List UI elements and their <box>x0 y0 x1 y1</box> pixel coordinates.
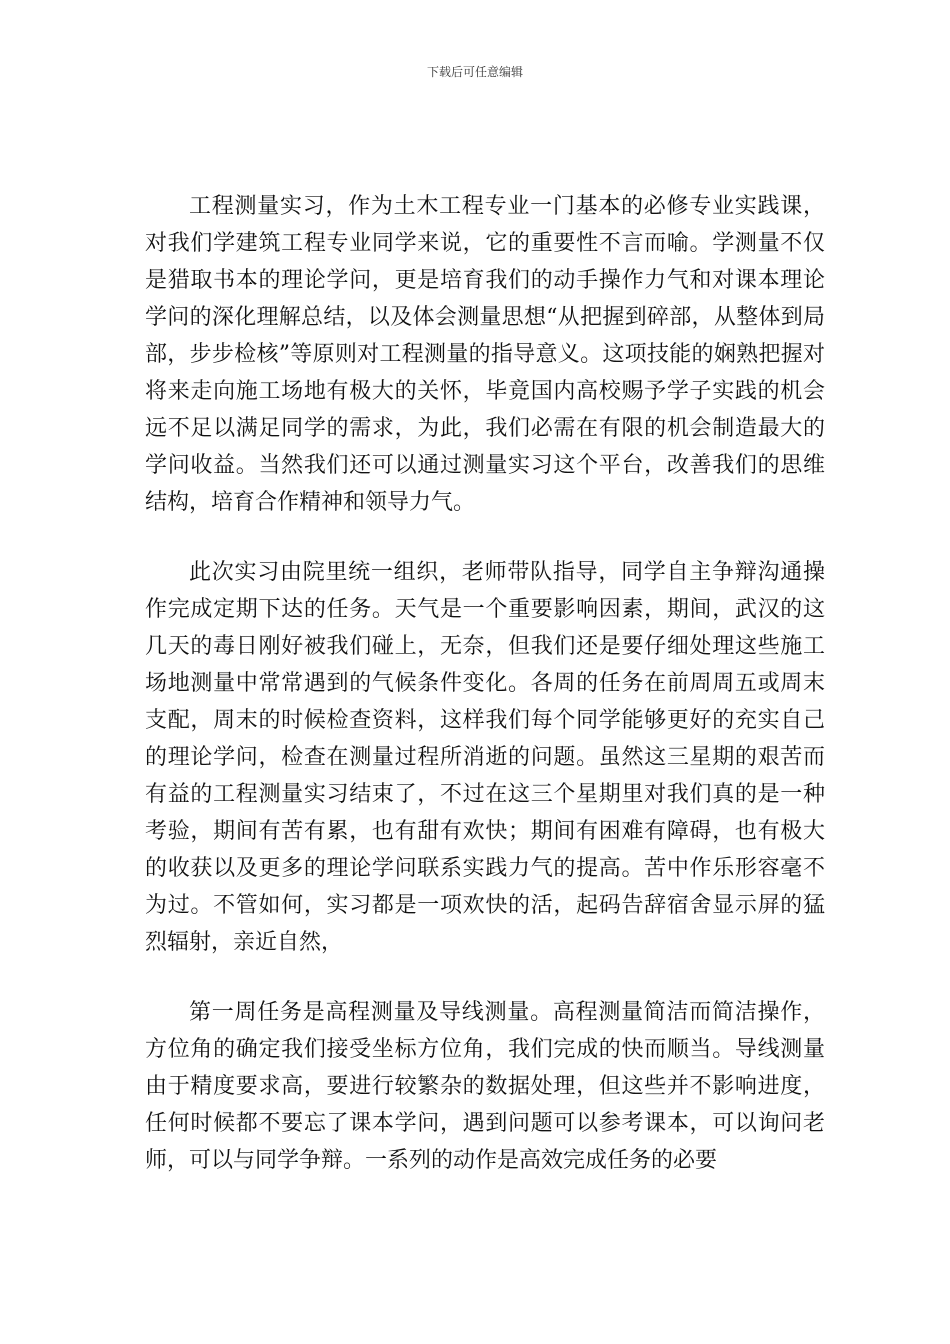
paragraph-1: 工程测量实习，作为土木工程专业一门基本的必修专业实践课，对我们学建筑工程专业同学来说，它的重要性不言而喻。学测量不仅是猎取书本的理论学问，更是培育我们的动手操作力气和对课本理论学问的深化理解总结，以及体会测量思想“从把握到碎部，从整体到局部，步步检核”等原则对工程测量的指导意义。这项技能的娴熟把握对将来走向施工场地有极大的关怀，毕竟国内高校赐予学子实践的机会远不足以满足同学的需求，为此，我们必需在有限的机会制造最大的学问收益。当然我们还可以通过测量实习这个平台，改善我们的思维结构，培育合作精神和领导力气。 <box>145 194 825 515</box>
paragraph-2: 此次实习由院里统一组织，老师带队指导，同学自主争辩沟通操作完成定期下达的任务。天气是一个重要影响因素，期间，武汉的这几天的毒日刚好被我们碰上，无奈，但我们还是要仔细处理这些施工场地测量中常常遇到的气候条件变化。各周的任务在前周周五或周末支配，周末的时候检查资料，这样我们每个同学能够更好的充实自己的理论学问，检查在测量过程所消逝的问题。虽然这三星期的艰苦而有益的工程测量实习结束了，不过在这三个星期里对我们真的是一种考验，期间有苦有累，也有甜有欢快；期间有困难有障碍，也有极大的收获以及更多的理论学问联系实践力气的提高。苦中作乐形容毫不为过。不管如何，实习都是一项欢快的活，起码告辞宿舍显示屏的猛烈辐射，亲近自然， <box>145 560 825 955</box>
paragraph-3: 第一周任务是高程测量及导线测量。高程测量简洁而简洁操作，方位角的确定我们接受坐标方位角，我们完成的快而顺当。导线测量由于精度要求高，要进行较繁杂的数据处理，但这些并不影响进度，任何时候都不要忘了课本学问，遇到问题可以参考课本，可以询问老师，可以与同学争辩。一系列的动作是高效完成任务的必要 <box>145 1000 825 1173</box>
page-header: 下载后可任意编辑 <box>426 65 523 79</box>
document-body <box>145 188 825 1212</box>
